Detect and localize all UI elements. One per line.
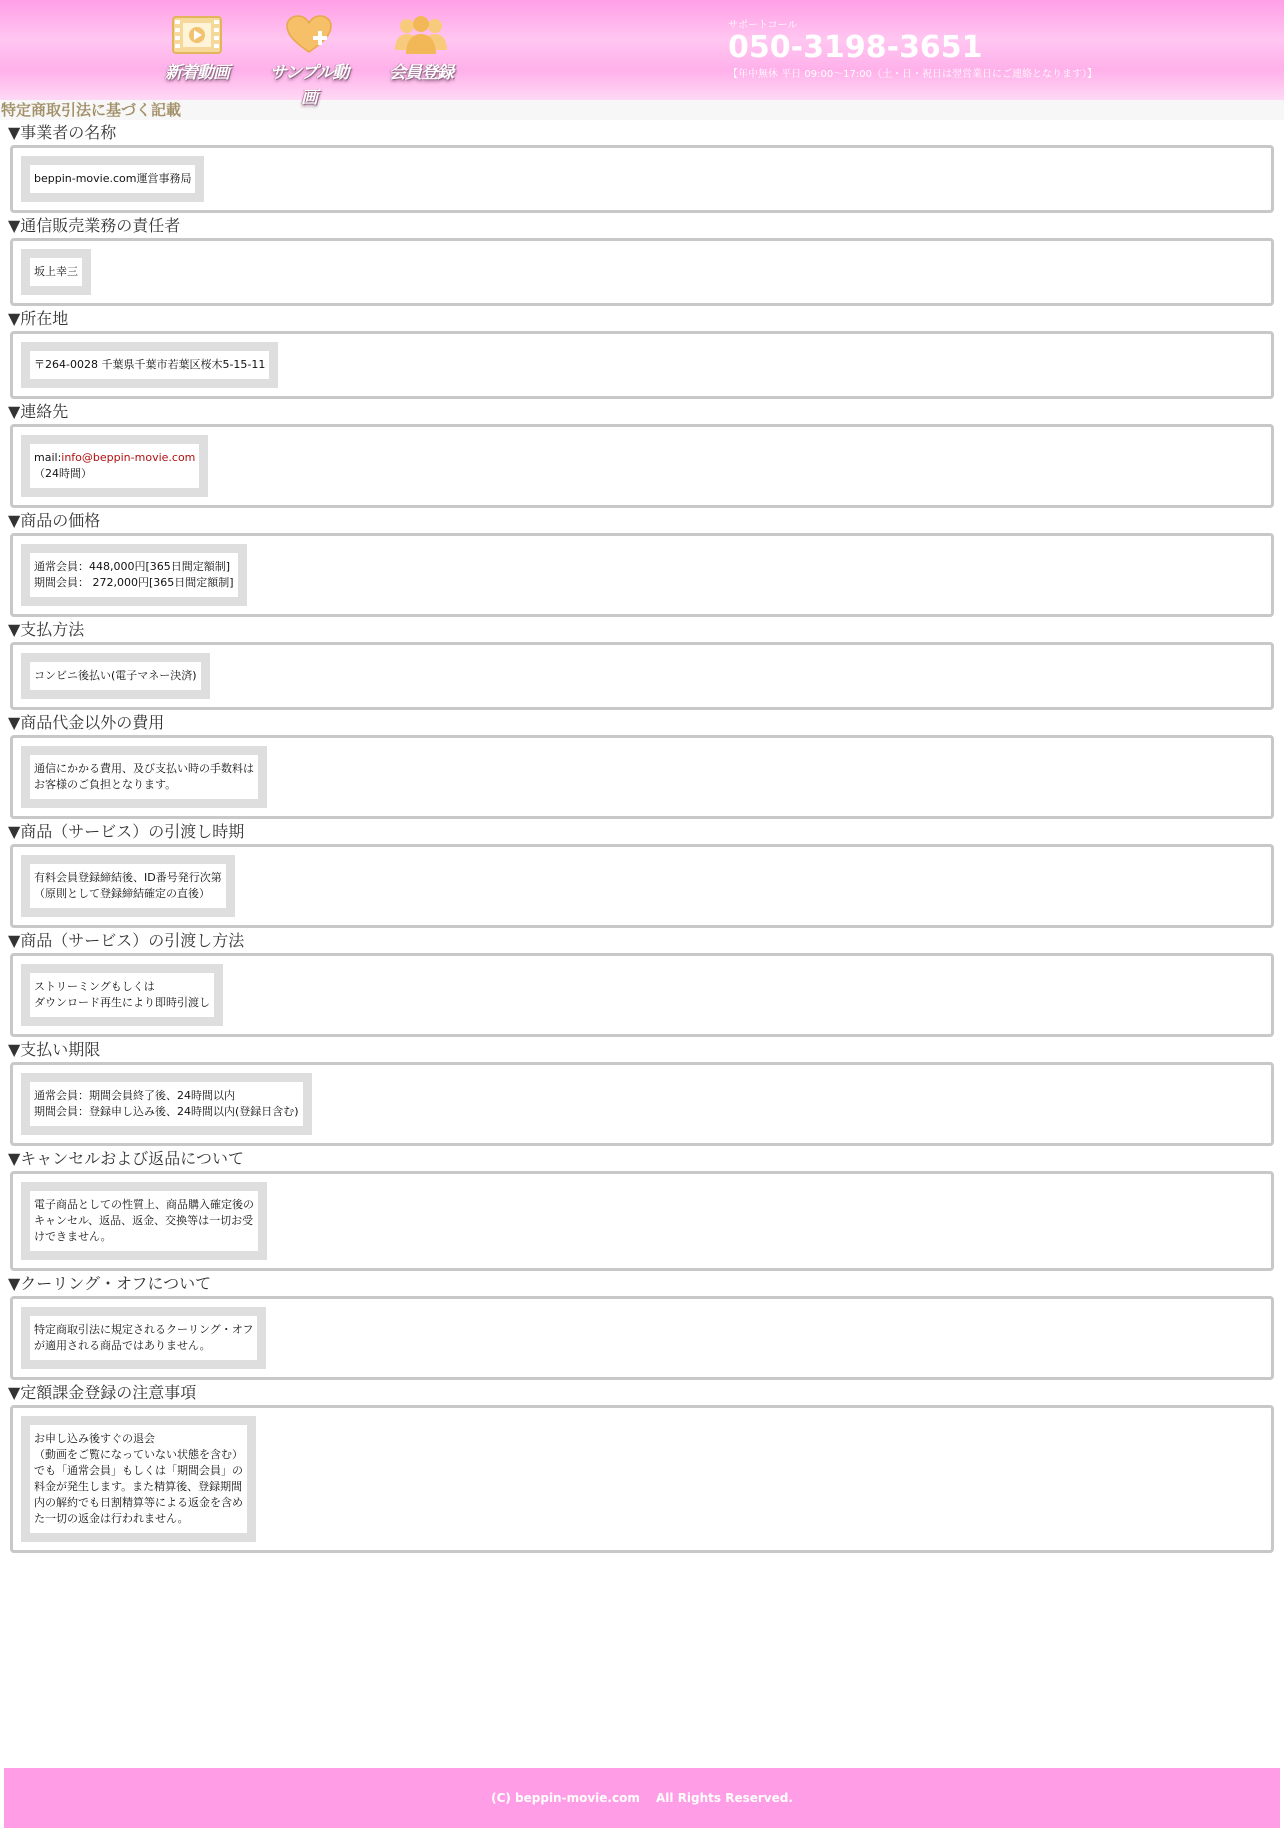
section-content — [30, 864, 226, 908]
section-text-line: お客様のご負担となります。 — [34, 778, 177, 791]
section-box — [10, 533, 1274, 617]
section-content-frame — [21, 156, 204, 202]
section-text-line: 通常会員：期間会員終了後、24時間以内 — [34, 1089, 235, 1102]
contact-mail-line — [34, 450, 195, 466]
section-title: ▼商品の価格 — [8, 511, 101, 530]
section-text-line: ストリーミングもしくは — [34, 980, 155, 993]
section-content-frame — [21, 249, 91, 295]
nav-sample-videos-label: サンプル動画 — [269, 63, 349, 108]
section-text-line: 期間会員：登録申し込み後、24時間以内(登録日含む) — [34, 1105, 299, 1118]
section-text-line: 通信にかかる費用、及び支払い時の手数料は — [34, 762, 254, 775]
section-text-line: キャンセル、返品、返金、交換等は一切お受 — [34, 1214, 254, 1227]
section-text-line: 電子商品としての性質上、商品購入確定後の — [34, 1198, 254, 1211]
section-content — [30, 1191, 258, 1251]
section-content-frame — [21, 1182, 267, 1260]
section-box — [10, 238, 1274, 306]
section-content — [30, 1425, 247, 1533]
section-text-line: 〒264-0028 千葉県千葉市若葉区桜木5-15-11 — [34, 358, 266, 371]
section-content — [30, 662, 201, 690]
section-title: ▼連絡先 — [8, 402, 69, 421]
section-title: ▼所在地 — [8, 309, 69, 328]
section-content-frame — [21, 342, 278, 388]
section-text-line: 有料会員登録締結後、ID番号発行次第 — [34, 871, 222, 884]
section-box — [10, 735, 1274, 819]
section-text-line: 特定商取引法に規定されるクーリング・オフ — [34, 1323, 254, 1336]
section-content-frame — [21, 746, 267, 808]
section-content — [30, 351, 269, 379]
section-box — [10, 331, 1274, 399]
section-box — [10, 145, 1274, 213]
section-text-line: お申し込み後すぐの退会 — [34, 1432, 155, 1445]
section-content-frame — [21, 435, 208, 497]
section-content-frame — [21, 653, 210, 699]
section-box — [10, 642, 1274, 710]
film-icon — [171, 14, 223, 56]
section-content — [30, 553, 238, 597]
page-title: 特定商取引法に基づく記載 — [0, 100, 1284, 120]
nav-member-register[interactable] — [376, 14, 466, 83]
section-box — [10, 1171, 1274, 1271]
mail-prefix: mail: — [34, 451, 62, 464]
section-text-line: （24時間） — [34, 467, 92, 480]
sections-list — [0, 124, 1284, 1553]
support-phone-number[interactable]: 050-3198-3651 — [728, 30, 983, 65]
footer-copyright: (C) beppin-movie.com All Rights Reserved. — [4, 1768, 1280, 1828]
section-content-frame — [21, 544, 247, 606]
section-text-line: beppin-movie.com運営事務局 — [34, 172, 192, 185]
support-call-label: サポートコール — [728, 20, 798, 31]
section-title: ▼定額課金登録の注意事項 — [8, 1383, 197, 1402]
section-text-line: （動画をご覧になっていない状態を含む） — [34, 1448, 243, 1461]
section-content-frame — [21, 1073, 312, 1135]
section-text-line: が適用される商品ではありません。 — [34, 1339, 211, 1352]
nav-member-register-label: 会員登録 — [389, 63, 453, 83]
section-text-line: コンビニ後払い(電子マネー決済) — [34, 669, 197, 682]
section-text-line: 通常会員：448,000円[365日間定額制] — [34, 560, 231, 573]
section-content-frame — [21, 964, 223, 1026]
section-title: ▼通信販売業務の責任者 — [8, 216, 181, 235]
section-content — [30, 755, 258, 799]
section-text-line: 料金が発生します。また精算後、登録期間 — [34, 1480, 243, 1493]
section-text-line: た一切の返金は行われません。 — [34, 1512, 189, 1525]
nav-new-videos-label: 新着動画 — [165, 63, 229, 83]
section-box — [10, 844, 1274, 928]
section-content — [30, 444, 199, 488]
section-text-line: 期間会員： 272,000円[365日間定額制] — [34, 576, 234, 589]
nav-new-videos[interactable] — [152, 14, 242, 83]
section-content-frame — [21, 855, 235, 917]
section-text-line: でも「通常会員」もしくは「期間会員」の — [34, 1464, 243, 1477]
section-title: ▼支払方法 — [8, 620, 85, 639]
section-text-line: けできません。 — [34, 1230, 112, 1243]
section-title: ▼商品代金以外の費用 — [8, 713, 165, 732]
section-content — [30, 1082, 303, 1126]
section-text-line: ダウンロード再生により即時引渡し — [34, 996, 210, 1009]
section-text-line: 坂上幸三 — [34, 265, 78, 278]
section-title: ▼支払い期限 — [8, 1040, 101, 1059]
section-text-line: （原則として登録締結確定の直後） — [34, 887, 210, 900]
section-box — [10, 1296, 1274, 1380]
section-content — [30, 258, 82, 286]
section-content — [30, 973, 214, 1017]
header — [0, 0, 1284, 108]
section-text-line: 内の解約でも日割精算等による返金を含め — [34, 1496, 243, 1509]
section-box — [10, 953, 1274, 1037]
section-title: ▼キャンセルおよび返品について — [8, 1149, 244, 1168]
section-box — [10, 1405, 1274, 1553]
section-box — [10, 424, 1274, 508]
section-content-frame — [21, 1307, 266, 1369]
section-box — [10, 1062, 1274, 1146]
section-content — [30, 1316, 257, 1360]
members-icon — [393, 14, 449, 56]
heart-plus-icon — [283, 14, 335, 56]
section-title: ▼クーリング・オフについて — [8, 1274, 212, 1293]
section-content — [30, 165, 195, 193]
support-call — [728, 16, 1097, 80]
section-title: ▼事業者の名称 — [8, 123, 117, 142]
contact-email-link[interactable]: info@beppin-movie.com — [61, 451, 196, 464]
nav-sample-videos[interactable] — [264, 14, 354, 108]
section-title: ▼商品（サービス）の引渡し方法 — [8, 931, 245, 950]
section-content-frame — [21, 1416, 256, 1542]
support-hours: 【年中無休 平日 09:00～17:00（土・日・祝日は翌営業日にご連絡となります）】 — [728, 69, 1097, 80]
section-title: ▼商品（サービス）の引渡し時期 — [8, 822, 245, 841]
